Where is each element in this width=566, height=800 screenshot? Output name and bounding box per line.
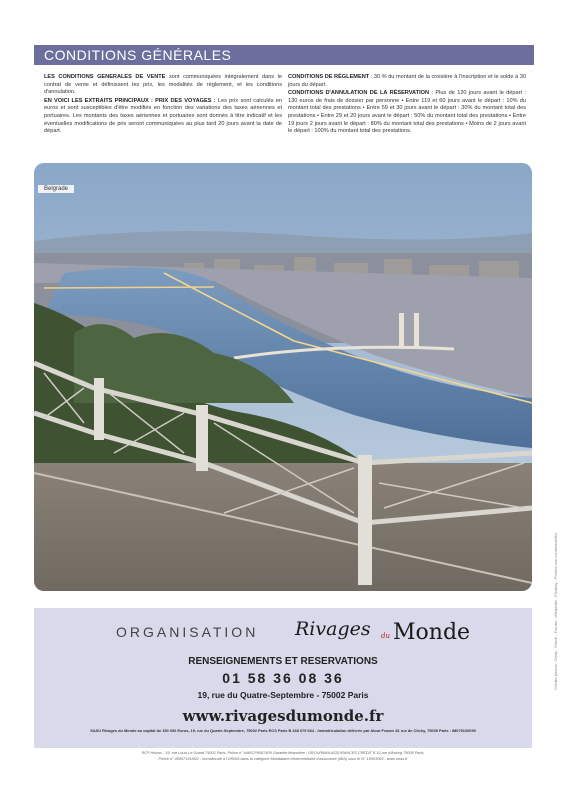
conditions-left-column [44, 74, 282, 137]
logo-rivages: Rivages [295, 618, 371, 640]
conditions-paragraph [288, 74, 526, 89]
paragraph-lead: CONDITIONS D'ANNULATION DE LA RÉSERVATION [288, 90, 430, 97]
section-title: CONDITIONS GÉNÉRALES [44, 47, 232, 63]
contact-title: RENSEIGNEMENTS ET RESERVATIONS [188, 656, 378, 667]
legal-line-1: RCP Hiscox - 19, rue Louis Le Grand 75002 Paris, Police n° HARCP0087409 Garantie financière : GROUPAMA ASSURANCES CRÉDIT 8-10 rue d'Astorg 75008 Paris, [141, 751, 425, 755]
section-title-bar [34, 45, 534, 65]
organisation-panel [34, 608, 532, 748]
postal-address: 19, rue du Quatre-Septembre - 75002 Paris [197, 690, 369, 700]
conditions-right-column [288, 74, 526, 137]
conditions-paragraph [288, 90, 526, 136]
photo-credits: Crédits photos : Getty - iStock - Fotolia - Wikipedia - Pixabay - Photos non contractuelles [553, 533, 558, 690]
insurance-legal-notice [0, 750, 566, 762]
paragraph-text: : 30 % du montant de la croisière à l'inscription et le solde à 30 jours du départ. [288, 74, 526, 88]
conditions-paragraph [44, 98, 282, 136]
organisation-label: ORGANISATION [116, 624, 259, 640]
logo-monde: Monde [393, 620, 471, 645]
city-photo [34, 163, 532, 591]
company-legal-line: SASU Rivages du Monde au capital de 150 000 Euros, 19, rue du Quatre-Septembre, 75002 Paris RCS Paris B 438 679 664 - Immatriculation délivrée par Atout France 81 rue de Clichy, 75009 Paris : IM075100099 [90, 728, 476, 733]
paragraph-lead: EN VOICI LES EXTRAITS PRINCIPAUX : PRIX DES VOYAGES : [44, 97, 216, 104]
phone-number[interactable]: 01 58 36 08 36 [222, 670, 344, 686]
city-panorama-illustration [34, 163, 532, 591]
paragraph-text: sont communiquées intégralement dans le contrat de vente et définissent les prix, les modalités de règlement, et les conditions d'annulation. [44, 74, 282, 96]
rivages-du-monde-logo [289, 614, 471, 650]
paragraph-text: Les prix sont calculés en euros et sont susceptibles d'être modifiés en fonction des variations des taxes aériennes et portuaires. Les montants des taxes aériennes et portuaires sont donnés à titre indicatif et les éventuelles modifications de prix seront communiquées au plus tard 20 jours avant la date de départ. [44, 97, 283, 135]
website-link[interactable]: www.rivagesdumonde.fr [182, 707, 384, 725]
conditions-paragraph [44, 74, 282, 97]
paragraph-lead: CONDITIONS DE RÈGLEMENT [288, 74, 370, 80]
legal-line-2: Police n° 4000713165/2 - Immatriculé à l'ORIAS dans la catégorie Mandataire d'intermédiaire d'assurance (MIA) sous le N° 19003053 - www.orias.fr [158, 757, 408, 761]
logo-du: du [381, 632, 390, 640]
photo-caption: Belgrade [38, 185, 74, 193]
paragraph-lead: LES CONDITIONS GENERALES DE VENTE [44, 74, 166, 80]
paragraph-text: : Plus de 120 jours avant le départ : 130 euros de frais de dossier par personne • Entre 119 et 60 jours avant le départ : 10% du montant total des prestations • Entre 59 et 30 jours avant le départ : 30% du montant total des prestations • Entre 29 et 20 jours avant le départ : 50% du montant total des prestations • Entre 19 jours 2 jours avant le départ : 80% du montant total des prestations • Moins de 2 jours avant le départ : 100% du montant total des prestations. [288, 90, 526, 135]
